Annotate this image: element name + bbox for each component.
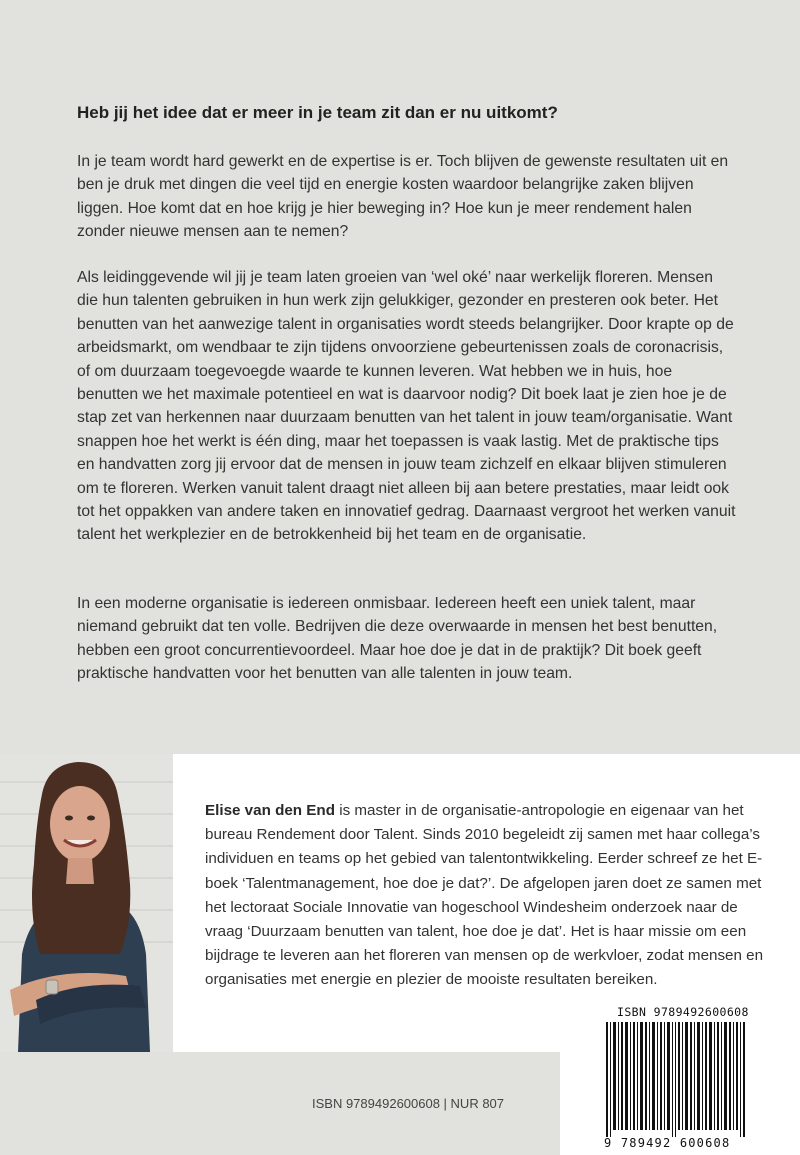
intro-paragraph: In je team wordt hard gewerkt en de expertise is er. Toch blijven de gewenste resultaten uit en ben je druk met dingen die veel tijd en energie kosten waardoor belangrijke zaken blijven liggen. Hoe komt dat en hoe krijg je hier beweging in? Hoe kun je meer rendement halen zonder nieuwe mensen aan te nemen? bbox=[77, 153, 729, 241]
body-paragraph: Als leidinggevende wil jij je team laten groeien van ‘wel oké’ naar werkelijk floreren. Mensen die hun talenten gebruiken in hun werk zijn gelukkiger, gezonder en presteren ook beter. Het benutten van het aanwezige talent in organisaties wordt steeds belangrijker. Door krapte op de arbeidsmarkt, om wendbaar te zijn tijdens onvoorziene gebeurtenissen zoals de coronacrisis, of om duurzaam toegevoegde waarde te kunnen leveren. Wat hebben we in huis, hoe benutten we het maximale potentieel en wat is daarvoor nodig? Dit boek laat je zien hoe je de stap zet van herkennen naar duurzaam benutten van het talent in jouw team/organisatie. Want snappen hoe het werkt is één ding, maar het toepassen is vaak lastig. Met de praktische tips en handvatten zorg jij ervoor dat de mensen in jouw team zichzelf en elkaar blijven stimuleren om te floreren. Werken vanuit talent draagt niet alleen bij aan betere prestaties, maar leidt ook tot het oppakken van andere taken en innovatief gedrag. Daarnaast vergroot het werken vanuit talent het werkplezier en de betrokkenheid bij het team en de organisatie. bbox=[77, 269, 736, 544]
isbn-nur-label: ISBN 9789492600608 | NUR 807 bbox=[312, 1096, 505, 1111]
author-bio-text: is master in de organisatie-antropologie en eigenaar van het bureau Rendement door Talent. Sinds 2010 begeleidt zij samen met haar collega’s individuen en teams op het gebied van talentontwikkeling. Eerder schreef ze het E-boek ‘Talentmanagement, hoe doe je dat?’. De afgelopen jaren doet ze samen met het lectoraat Sociale Innovatie van hogeschool Windesheim onderzoek naar de vraag ‘Duurzaam benutten van talent, hoe doe je dat’. Het is haar missie om een bijdrage te leveren aan het floreren van mensen op de werkvloer, zodat mensen en organisaties met energie en plezier de mooiste resultaten bereiken. bbox=[205, 802, 764, 989]
barcode-digits: 9 789492 600608 bbox=[604, 1136, 731, 1150]
author-name: Elise van den End bbox=[205, 802, 335, 819]
barcode-isbn-label: ISBN 9789492600608 bbox=[617, 1005, 749, 1019]
barcode bbox=[604, 1022, 748, 1137]
back-cover-headline: Heb jij het idee dat er meer in je team zit dan er nu uitkomt? bbox=[77, 103, 558, 122]
author-bio bbox=[205, 799, 775, 993]
author-photo bbox=[0, 754, 173, 1052]
closing-paragraph: In een moderne organisatie is iedereen onmisbaar. Iedereen heeft een uniek talent, maar niemand gebruikt dat ten volle. Bedrijven die deze overwaarde in mensen het best benutten, hebben een groot concurrentievoordeel. Maar hoe doe je dat in de praktijk? Dit boek geeft praktische handvatten voor het benutten van alle talenten in jouw team. bbox=[77, 595, 718, 683]
